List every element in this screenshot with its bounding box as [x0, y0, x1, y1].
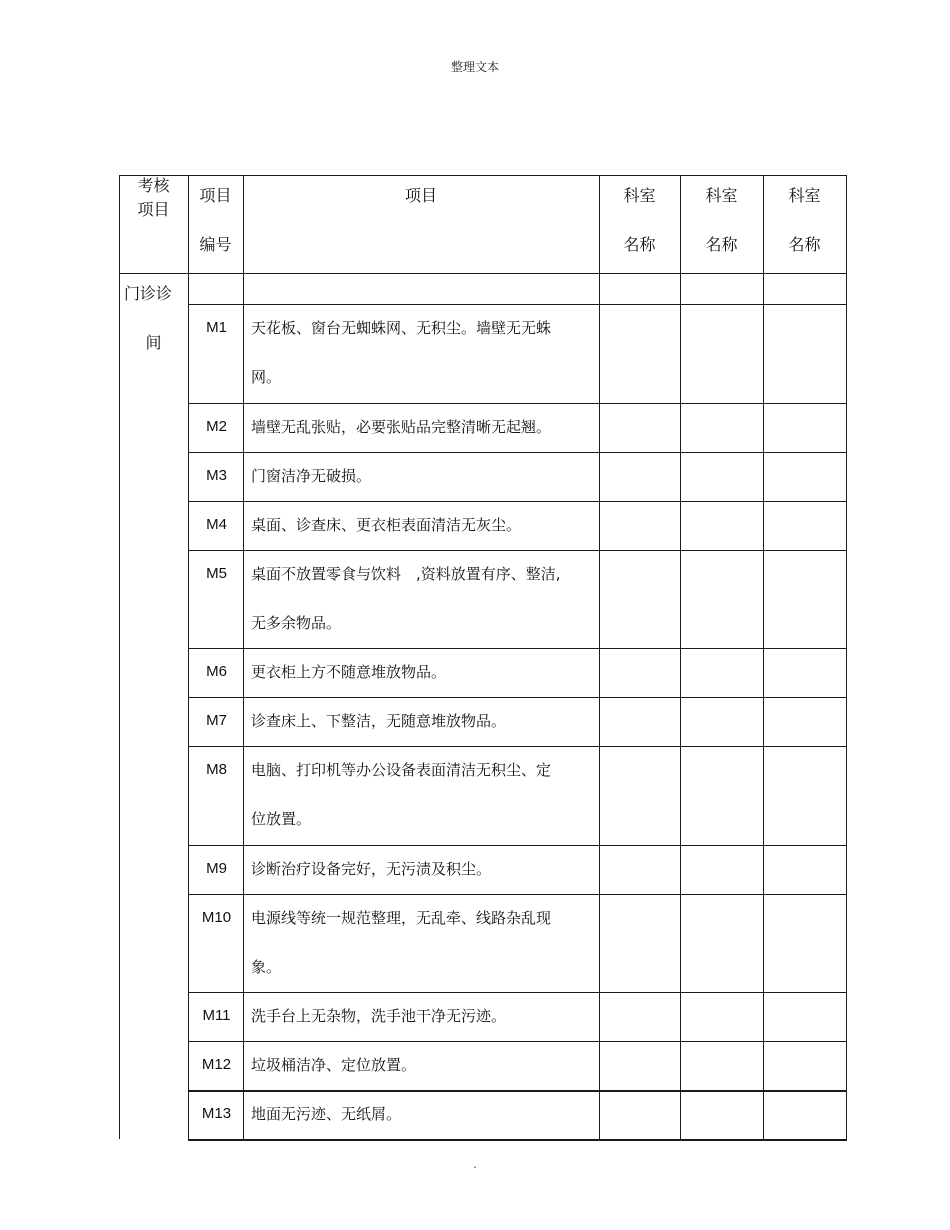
dept-column-border-3: [763, 175, 764, 1141]
row-border: [188, 845, 847, 846]
page-footer: .: [473, 1158, 477, 1171]
header-bottom-border: [119, 273, 847, 274]
header-dept-name: 科室: [623, 186, 656, 205]
category-row-border: [188, 304, 847, 305]
row-border: [188, 452, 847, 453]
item-code: M1: [206, 319, 227, 336]
row-border: [188, 746, 847, 747]
category-label: 间: [145, 333, 162, 352]
row-border: [188, 894, 847, 895]
item-description: 墙壁无乱张贴，必要张贴品完整清晰无起翘。: [251, 418, 552, 436]
header-dept-name: 名称: [788, 235, 821, 254]
header-category: 项目: [137, 200, 170, 219]
header-dept-name: 名称: [623, 235, 656, 254]
row-border: [188, 648, 847, 649]
row-border: [188, 1139, 847, 1141]
header-item: 项目: [404, 186, 437, 205]
item-description: 天花板、窗台无蜘蛛网、无积尘。墙壁无无蛛: [251, 319, 552, 337]
item-description: 门窗洁净无破损。: [251, 467, 372, 485]
page-header: 整理文本: [450, 60, 499, 74]
header-category: 考核: [137, 176, 170, 195]
item-description: 更衣柜上方不随意堆放物品。: [251, 663, 447, 681]
table-top-border: [119, 175, 847, 176]
row-border: [188, 550, 847, 551]
header-dept-name: 名称: [705, 235, 738, 254]
item-description: 无多余物品。: [251, 614, 342, 632]
item-code: M12: [201, 1056, 232, 1073]
item-description: 电源线等统一规范整理，无乱牵、线路杂乱现: [251, 909, 552, 927]
item-description: 诊断治疗设备完好，无污渍及积尘。: [251, 860, 492, 878]
item-description: 洗手台上无杂物，洗手池干净无污迹。: [251, 1007, 507, 1025]
item-code: M8: [206, 761, 227, 778]
item-description: 桌面不放置零食与饮料 ,资料放置有序、整洁,: [251, 565, 561, 583]
item-description: 诊查床上、下整洁，无随意堆放物品。: [251, 712, 507, 730]
item-description: 位放置。: [251, 810, 312, 828]
item-code: M6: [206, 663, 227, 680]
row-border: [188, 697, 847, 698]
item-description: 电脑、打印机等办公设备表面清洁无积尘、定: [251, 761, 552, 779]
item-description: 网。: [251, 368, 282, 386]
row-border: [188, 501, 847, 502]
row-border: [188, 403, 847, 404]
item-code: M10: [201, 909, 232, 926]
left-border: [119, 175, 120, 1139]
item-code: M11: [202, 1007, 231, 1024]
header-dept-name: 科室: [705, 186, 738, 205]
header-code: 编号: [199, 235, 232, 254]
category-label: 门诊诊: [124, 284, 173, 303]
item-code: M2: [206, 418, 227, 435]
item-code: M7: [206, 712, 227, 729]
header-dept-name: 科室: [788, 186, 821, 205]
item-code: M4: [206, 516, 227, 533]
dept-column-border-1: [599, 175, 600, 1141]
item-description: 象。: [251, 958, 282, 976]
item-description: 桌面、诊查床、更衣柜表面清洁无灰尘。: [251, 516, 522, 534]
item-description: 垃圾桶洁净、定位放置。: [251, 1056, 417, 1074]
item-code: M5: [206, 565, 227, 582]
item-code: M9: [206, 860, 227, 877]
right-border: [846, 175, 847, 1141]
row-border: [188, 1090, 847, 1092]
item-code: M3: [206, 467, 227, 484]
item-description: 地面无污迹、无纸屑。: [251, 1105, 402, 1123]
row-border: [188, 1041, 847, 1042]
dept-column-border-2: [680, 175, 681, 1141]
header-code: 项目: [199, 186, 232, 205]
row-border: [188, 992, 847, 993]
item-code: M13: [201, 1105, 232, 1122]
